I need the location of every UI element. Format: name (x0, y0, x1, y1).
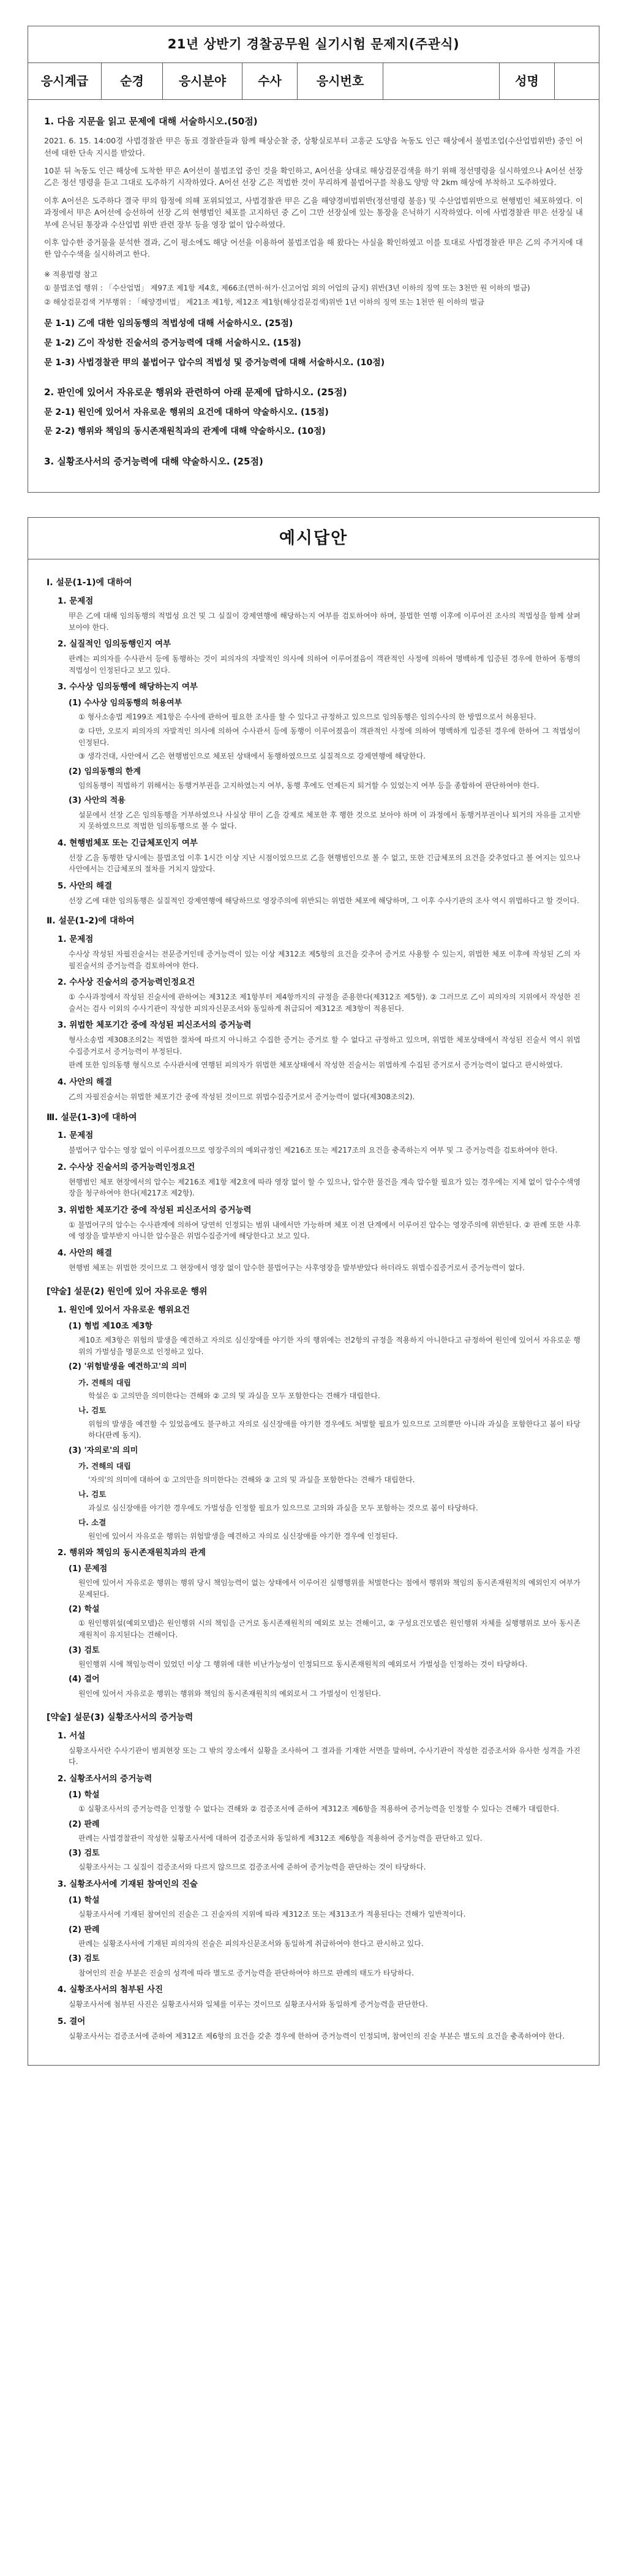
answer-text: 원인행위 시에 책임능력이 있었던 이상 그 행위에 대한 비난가능성이 인정되므로 동시존재원칙의 예외로서 가벌성을 인정하는 것이 타당하다. (78, 1659, 528, 1669)
applicable-law-note (44, 269, 583, 308)
candidate-info-row (28, 63, 599, 100)
name-label: 성명 (500, 63, 555, 99)
answer-subheading: 5. 사안의 해결 (58, 881, 113, 891)
answer-text: 乙의 자필진술서는 위법한 체포기간 중에 작성된 것이므로 위법수집증거로서 증거능력이 없다(제308조의2). (69, 1092, 415, 1101)
answer-text: 현행범 체포는 위법한 것이므로 그 현장에서 영장 없이 압수한 불법어구는 사후영장을 발부받았다 하더라도 위법수집증거로서 증거능력이 없다. (69, 1263, 525, 1272)
answer-subheading: (3) 사안의 적용 (69, 796, 126, 806)
answer-subheading: 2. 수사상 진술서의 증거능력인정요건 (58, 1162, 195, 1172)
sub-question: 문 1-1) 乙에 대한 임의동행의 적법성에 대해 서술하시오. (25점) (44, 319, 293, 329)
answer-section-heading: Ⅰ. 설문(1-1)에 대하여 (47, 578, 132, 588)
answer-text: 선장 乙을 동행한 당시에는 불법조업 이후 1시간 이상 지난 시점이었으므로 乙을 현행범인으로 볼 수 없고, 또한 긴급체포의 요건을 갖추었다고 볼 여지는 있으나 사안에서는 긴급체포의 절차를 거치지 않았다. (69, 853, 580, 874)
answer-subheading: 4. 사안의 해결 (58, 1248, 113, 1258)
answer-subheading: 3. 수사상 임의동행에 해당하는지 여부 (58, 682, 198, 692)
answer-subheading: 1. 문제점 (58, 934, 94, 945)
answer-text: 판례는 사법경찰관이 작성한 실황조사서에 대하여 검증조서와 동일하게 제312조 제6항을 적용하여 증거능력을 판단하고 있다. (78, 1833, 482, 1843)
exam-number-value (383, 63, 500, 99)
answer-text: 불법어구 압수는 영장 없이 이루어졌으므로 영장주의의 예외규정인 제216조 또는 제217조의 요건을 충족하는지 여부 및 그 증거능력을 검토하여야 한다. (69, 1146, 558, 1155)
sub-question: 문 1-3) 사법경찰관 甲의 불법어구 압수의 적법성 및 증거능력에 대해 서술하시오. (10점) (44, 357, 385, 368)
answer-text: 참여인의 진술 부분은 진술의 성격에 따라 별도로 증거능력을 판단하여야 하므로 판례의 태도가 타당하다. (78, 1968, 415, 1977)
question-1-paragraph: 2021. 6. 15. 14:00경 사법경찰관 甲은 동료 경찰관들과 함께 해상순찰 중, 상황실로부터 고흥군 도양읍 녹동도 인근 해상에서 불법조업(수산업법위반) 중인 어선에 대한 단속 지시를 받았다. (44, 136, 583, 157)
answer-subheading: (3) 검토 (69, 1645, 100, 1655)
answer-text: 판례는 실황조사서에 기재된 피의자의 진술은 피의자신문조서와 동일하게 취급하여야 한다고 판시하고 있다. (78, 1939, 424, 1948)
answer-subheading: 4. 현행범체포 또는 긴급체포인지 여부 (58, 838, 198, 848)
answer-subheading: (3) 검토 (69, 1849, 100, 1858)
answer-subheading: (2) 학설 (69, 1605, 100, 1615)
answer-subheading: 2. 실질적인 임의동행인지 여부 (58, 639, 171, 650)
answer-subheading: 3. 실황조사서에 기재된 참여인의 진술 (58, 1879, 198, 1890)
law-note-line: ① 불법조업 행위 : 「수산업법」 제97조 제1항 제4호, 제66조(면허·허가·신고어업 외의 어업의 금지) 위반(3년 이하의 징역 또는 3천만 원 이하의 벌금) (44, 284, 530, 293)
answer-subheading: 1. 문제점 (58, 1131, 94, 1141)
answer-subheading: (1) 문제점 (69, 1564, 108, 1574)
answer-text: ① 실황조사서의 증거능력을 인정할 수 없다는 견해와 ② 검증조서에 준하여 제312조 제6항을 적용하여 증거능력을 인정할 수 있다는 견해가 대립한다. (78, 1805, 560, 1813)
answer-text: 선장 乙에 대한 임의동행은 실질적인 강제연행에 해당하므로 영장주의에 위반되는 위법한 체포에 해당하며, 그 이후 수사기관의 조사 역시 위법하다고 할 것이다. (69, 896, 579, 905)
answer-text: ① 불법어구의 압수는 수사관계에 의하여 당연히 인정되는 범위 내에서만 가능하며 체포 이전 단계에서 이루어진 압수는 영장주의에 위반된다. ② 판례 또한 사후에 영장을 발부받지 아니한 압수물은 위법수집증거에 해당한다고 보고 있다. (69, 1220, 580, 1241)
answer-subheading: (1) 수사상 임의동행의 허용여부 (69, 699, 182, 708)
answer-text: ① 형사소송법 제199조 제1항은 수사에 관하여 필요한 조사를 할 수 있다고 규정하고 있으므로 임의동행은 임의수사의 한 방법으로서 허용된다. (78, 713, 536, 722)
rank-label: 응시계급 (28, 63, 102, 99)
answer-text: 甲은 乙에 대해 임의동행의 적법성 요건 및 그 실질이 강제연행에 해당하는지 여부를 검토하여야 하며, 불법한 연행 이후에 이루어진 조사의 적법성을 함께 살펴보아야 한다. (69, 611, 580, 632)
answer-subheading: 3. 위법한 체포기간 중에 작성된 피신조서의 증거능력 (58, 1020, 252, 1031)
question-1-heading: 1. 다음 지문을 읽고 문제에 대해 서술하시오.(50점) (44, 116, 258, 127)
answer-subheading: 1. 문제점 (58, 596, 94, 607)
answer-text: ② 다만, 오로지 피의자의 자발적인 의사에 의하여 수사관서 등에 동행이 이루어졌음이 객관적인 사정에 의하여 명백하게 입증된 경우에 한하여 그 적법성이 인정된다. (78, 726, 580, 747)
answer-text: 학설은 ① 고의만을 의미한다는 견해와 ② 고의 및 과실을 모두 포함한다는 견해가 대립한다. (88, 1391, 380, 1400)
answer-text: 실황조사서는 검증조서에 준하여 제312조 제6항의 요건을 갖춘 경우에 한하여 증거능력이 인정되며, 참여인의 진술 부분은 별도의 요건을 충족하여야 한다. (69, 2031, 565, 2040)
answer-text: 원인에 있어서 자유로운 행위는 행위 당시 책임능력이 없는 상태에서 이루어진 실행행위를 처벌한다는 점에서 행위와 책임의 동시존재원칙의 예외인지 여부가 문제된다. (78, 1578, 580, 1599)
answer-subheading: (2) 임의동행의 한계 (69, 767, 141, 776)
answer-title: 예시답안 (28, 518, 599, 559)
answer-subheading: (2) 판례 (69, 1925, 100, 1934)
answer-text: 실황조사서는 그 실질이 검증조서와 다르지 않으므로 검증조서에 준하여 증거능력을 판단하는 것이 타당하다. (78, 1863, 426, 1872)
answer-text: 위험의 발생을 예견할 수 있었음에도 불구하고 자의로 심신장애를 야기한 경우에도 처벌할 필요가 있으므로 고의뿐만 아니라 과실을 포함한다고 봄이 타당하다(판례 동지). (88, 1419, 580, 1440)
answer-subheading: 2. 수사상 진술서의 증거능력인정요건 (58, 977, 195, 988)
answer-subheading: 다. 소결 (78, 1518, 107, 1528)
answer-text: 현행범인 체포 현장에서의 압수는 제216조 제1항 제2호에 따라 영장 없이 할 수 있으나, 압수한 물건을 계속 압수할 필요가 있는 경우에는 지체 없이 압수수색영장을 청구하여야 한다(제217조 제2항). (69, 1177, 580, 1198)
answer-text: ① 원인행위설(예외모델)은 원인행위 시의 책임을 근거로 동시존재원칙의 예외로 보는 견해이고, ② 구성요건모델은 원인행위 자체를 실행행위로 보아 동시존재원칙이 유지된다는 견해이다. (78, 1619, 580, 1640)
answer-subheading: (4) 결어 (69, 1675, 100, 1684)
answer-text: ③ 생각건대, 사안에서 乙은 현행범인으로 체포된 상태에서 동행하였으므로 실질적으로 강제연행에 해당한다. (78, 752, 426, 761)
question-1-paragraph: 이후 A어선은 도주하다 결국 甲의 함정에 의해 포위되었고, 사법경찰관 甲은 乙을 해양경비법위반(정선명령 불응) 및 수산업법위반으로 현행범인 체포하였다. 이 과정에서 甲은 A어선에 승선하여 선장 乙의 현행범인 체포를 고지하던 중 乙이 그만 선장실에 있는 통장을 은닉하기 시작하였다. 이에 사법경찰관 甲은 선장실 내부에 은닉된 통장과 수산업법 위반 관련 장부 등을 영장 없이 압수하였다. (44, 195, 583, 229)
answer-text: 판례는 피의자를 수사관서 등에 동행하는 것이 피의자의 자발적인 의사에 의하여 이루어졌음이 객관적인 사정에 의하여 명백하게 입증된 경우에 한하여 동행의 적법성이 인정된다고 보고 있다. (69, 654, 580, 675)
question-3-heading: 3. 실황조사서의 증거능력에 대해 약술하시오. (25점) (44, 456, 263, 468)
answer-subheading: (2) 판례 (69, 1819, 100, 1829)
field-label: 응시분야 (163, 63, 242, 99)
sub-question: 문 2-2) 행위와 책임의 동시존재원칙과의 관계에 대해 약술하시오. (10점) (44, 426, 326, 437)
answer-subheading: 4. 실황조사서의 첨부된 사진 (58, 1985, 163, 1995)
answer-text: 과실로 심신장애를 야기한 경우에도 가벌성을 인정할 필요가 있으므로 고의와 과실을 모두 포함하는 것으로 봄이 타당하다. (88, 1503, 478, 1512)
sub-question: 문 1-2) 乙이 작성한 진술서의 증거능력에 대해 서술하시오. (15점) (44, 338, 301, 349)
answer-text: 수사상 작성된 자필진술서는 전문증거인데 증거능력이 있는 이상 제312조 제5항의 요건을 갖추어 증거로 사용할 수 있는지, 위법한 체포 이후에 작성된 乙의 자필진술서의 증거능력을 검토하여야 한다. (69, 949, 580, 970)
answer-subheading: (3) 검토 (69, 1954, 100, 1964)
name-value (555, 63, 599, 99)
answer-subheading: 2. 실황조사서의 증거능력 (58, 1773, 152, 1784)
answer-text: 설문에서 선장 乙은 임의동행을 거부하였으나 사실상 甲이 乙을 강제로 체포한 후 행한 것으로 보아야 하며 이 과정에서 동행거부권이나 퇴거의 자유를 고지받지 못하였으므로 적법한 임의동행으로 볼 수 없다. (78, 810, 580, 831)
answer-subheading: 1. 서설 (58, 1730, 86, 1741)
answer-subheading: 5. 결어 (58, 2016, 86, 2026)
sub-question: 문 2-1) 원인에 있어서 자유로운 행위의 요건에 대하여 약술하시오. (15점) (44, 407, 329, 417)
answer-section-heading: Ⅲ. 설문(1-3)에 대하여 (47, 1112, 137, 1123)
answer-part-heading: [약술] 설문(3) 실황조사서의 증거능력 (47, 1713, 193, 1723)
answer-text: 임의동행이 적법하기 위해서는 동행거부권을 고지하였는지 여부, 동행 후에도 언제든지 퇴거할 수 있었는지 여부 등을 종합하여 판단하여야 한다. (78, 781, 539, 790)
answer-subheading: 4. 사안의 해결 (58, 1077, 113, 1087)
answer-text: 실황조사서에 첨부된 사진은 실황조사서와 일체를 이루는 것이므로 실황조사서와 동일하게 증거능력을 판단한다. (69, 2000, 428, 2009)
answer-subheading: 1. 원인에 있어서 자유로운 행위요건 (58, 1305, 190, 1316)
question-2-heading: 2. 판인에 있어서 자유로운 행위와 관련하여 아래 문제에 답하시오. (25점) (44, 387, 347, 398)
answer-section-heading: Ⅱ. 설문(1-2)에 대하여 (47, 916, 135, 926)
answer-body (28, 559, 599, 2065)
answer-subheading: 나. 검토 (78, 1406, 107, 1415)
field-value: 수사 (242, 63, 298, 99)
question-1-paragraph: 이후 압수한 증거물을 분석한 결과, 乙이 평소에도 해당 어선을 이용하여 불법조업을 해 왔다는 사실을 확인하였고 이를 토대로 사법경찰관 甲은 乙의 주거지에 대한 압수수색을 실시하려고 한다. (44, 237, 583, 259)
answer-text: '자의'의 의미에 대하여 ① 고의만을 의미한다는 견해와 ② 고의 및 과실을 포함한다는 견해가 대립한다. (88, 1475, 415, 1484)
law-note-line: ② 해상검문검색 거부행위 : 「해양경비법」 제21조 제1항, 제12조 제1항(해상검문검색)위반 1년 이하의 징역 또는 1천만 원 이하의 벌금 (44, 297, 484, 306)
exam-number-label: 응시번호 (298, 63, 383, 99)
answer-text: 판례 또한 임의동행 형식으로 수사관서에 연행된 피의자가 위법한 체포상태에서 작성한 진술서는 위법하게 수집된 증거로서 증거능력이 없다고 판시하였다. (69, 1061, 563, 1070)
answer-subheading: 3. 위법한 체포기간 중에 작성된 피신조서의 증거능력 (58, 1205, 252, 1215)
answer-part-heading: [약술] 설문(2) 원인에 있어 자유로운 행위 (47, 1287, 208, 1297)
answer-text: 형사소송법 제308조의2는 적법한 절차에 따르지 아니하고 수집한 증거는 증거로 할 수 없다고 규정하고 있으며, 위법한 체포상태에서 작성된 진술서 역시 위법수집증거로서 증거능력이 부정된다. (69, 1036, 580, 1056)
law-note-line: ※ 적용법령 참고 (44, 270, 98, 279)
answer-subheading: (3) '자의로'의 의미 (69, 1446, 138, 1456)
exam-body (28, 100, 599, 492)
answer-subheading: (2) '위험발생을 예견하고'의 의미 (69, 1362, 187, 1372)
answer-subheading: (1) 학설 (69, 1790, 100, 1800)
answer-section (28, 517, 599, 2066)
exam-paper (28, 26, 599, 493)
answer-text: 실황조사서에 기재된 참여인의 진술은 그 진술자의 지위에 따라 제312조 또는 제313조가 적용된다는 견해가 일반적이다. (78, 1910, 466, 1919)
answer-text: 제10조 제3항은 위험의 발생을 예견하고 자의로 심신장애를 야기한 자의 행위에는 전2항의 규정을 적용하지 아니한다고 규정하여 원인에 있어서 자유로운 행위의 가벌성을 명문으로 인정하고 있다. (78, 1336, 580, 1356)
exam-title: 21년 상반기 경찰공무원 실기시험 문제지(주관식) (28, 26, 599, 63)
answer-text: 실황조사서란 수사기관이 범죄현장 또는 그 밖의 장소에서 실황을 조사하여 그 결과를 기재한 서면을 말하며, 수사기관이 작성한 검증조서와 유사한 성격을 가진다. (69, 1746, 580, 1767)
rank-value: 순경 (102, 63, 163, 99)
answer-text: 원인에 있어서 자유로운 행위는 행위와 책임의 동시존재원칙의 예외로서 그 가벌성이 인정된다. (78, 1689, 381, 1698)
answer-subheading: (1) 형법 제10조 제3항 (69, 1322, 152, 1332)
answer-subheading: (1) 학설 (69, 1895, 100, 1905)
answer-subheading: 가. 견해의 대립 (78, 1377, 131, 1387)
answer-subheading: 가. 견해의 대립 (78, 1461, 131, 1471)
answer-text: 원인에 있어서 자유로운 행위는 위험발생을 예견하고 자의로 심신장애를 야기한 경우에 인정된다. (88, 1531, 398, 1540)
question-1-paragraph: 10분 뒤 녹동도 인근 해상에 도착한 甲은 A어선이 불법조업 중인 것을 확인하고, A어선을 상대로 해상검문검색을 하기 위해 정선명령을 실시하였으나 A어선 선장 乙은 정선 명령을 듣고 그대로 도주하기 시작하였다. A어선 선장 乙은 적법한 것이 무리하게 불법어구를 착용도 양망 약 2km 해상에 부착하고 도주하였다. (44, 166, 583, 188)
answer-text: ① 수사과정에서 작성된 진술서에 관하여는 제312조 제1항부터 제4항까지의 규정을 준용한다(제312조 제5항). ② 그러므로 乙이 피의자의 지위에서 작성한 진술서는 검사 이외의 수사기관이 작성한 피의자신문조서와 동일하게 취급되어 제312조 제3항이 적용된다. (69, 993, 580, 1013)
answer-subheading: 나. 검토 (78, 1490, 107, 1499)
answer-subheading: 2. 행위와 책임의 동시존재원칙과의 관계 (58, 1548, 206, 1558)
